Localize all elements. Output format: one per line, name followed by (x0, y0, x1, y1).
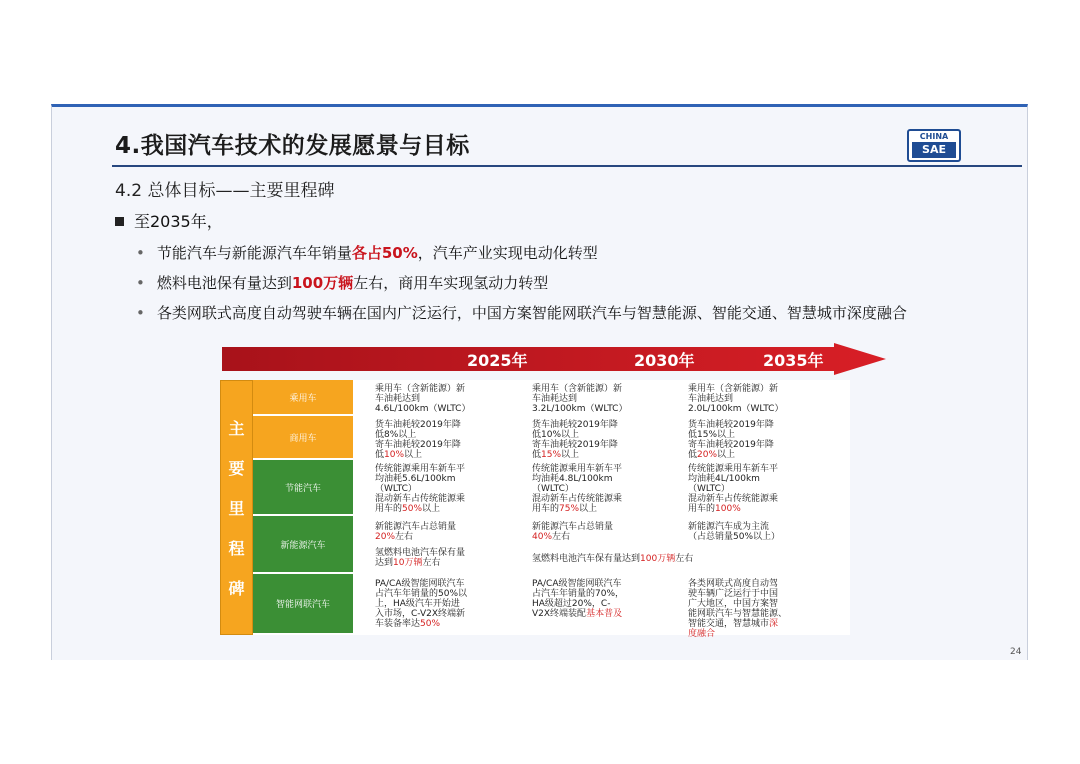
bullet-dot-icon: • (136, 244, 145, 262)
cell-icv-2035: 各类网联式高度自动驾 驶车辆广泛运行于中国 广大地区，中国方案智 能网联汽车与智慧能源、 智能交通，智慧城市深 度融合 (688, 579, 788, 639)
bullet-text: 左右，商用车实现氢动力转型 (353, 274, 549, 292)
category-commercial-vehicle: 商用车 (253, 416, 353, 460)
year-label-2035: 2035年 (763, 351, 824, 370)
slide (51, 104, 1028, 660)
category-new-energy: 新能源汽车 (253, 516, 353, 574)
year-label-2025: 2025年 (467, 351, 528, 370)
category-energy-saving: 节能汽车 (253, 460, 353, 516)
cell-passenger-2030: 乘用车（含新能源）新 车油耗达到 3.2L/100km（WLTC） (532, 384, 628, 414)
side-label-milestones (220, 380, 253, 635)
cell-icv-2030: PA/CA级智能网联汽车 占汽车年销量的70%， HA级超过20%，C- V2X终端装配基本普及 (532, 579, 625, 619)
bullet-highlight: 100万辆 (291, 274, 354, 292)
bullet-text: ，汽车产业实现电动化转型 (417, 244, 598, 262)
side-char: 要 (228, 459, 245, 478)
cell-energy-saving-2025: 传统能源乘用车新车平 均油耗5.6L/100km （WLTC） 混动新车占传统能源乘 用车的50%以上 (375, 464, 466, 514)
cell-commercial-2035: 货车油耗较2019年降 低15%以上 寄车油耗较2019年降 低20%以上 (688, 420, 774, 460)
logo-top-text: CHINA (919, 132, 949, 141)
bullet-item (136, 272, 548, 293)
bullet-item (136, 302, 907, 323)
cell-hydrogen-2025: 氢燃料电池汽车保有量 达到10万辆左右 (375, 548, 466, 568)
cell-icv-2025: PA/CA级智能网联汽车 占汽车年销量的50%以 上，HA级汽车开始进 入市场，C-V2X终端新 车装备率达50% (375, 579, 468, 629)
cell-energy-saving-2035: 传统能源乘用车新车平 均油耗4L/100km （WLTC） 混动新车占传统能源乘 用车的100% (688, 464, 779, 514)
section-subtitle: 4.2 总体目标——主要里程碑 (115, 181, 335, 201)
level1-text: 至2035年， (134, 212, 223, 231)
bullet-highlight: 各占50% (351, 244, 418, 262)
slide-title: 4.我国汽车技术的发展愿景与目标 (115, 133, 470, 159)
square-bullet-icon (115, 217, 124, 226)
side-char: 程 (228, 539, 245, 558)
bullet-dot-icon: • (136, 304, 145, 322)
china-sae-logo (907, 129, 961, 162)
cell-new-energy-2030: 新能源汽车占总销量 40%左右 (532, 522, 614, 542)
cell-commercial-2025: 货车油耗较2019年降 低8%以上 寄车油耗较2019年降 低10%以上 (375, 420, 461, 460)
logo-bottom-text: SAE (912, 142, 956, 158)
title-divider (112, 165, 1022, 167)
bullet-text: 各类网联式高度自动驾驶车辆在国内广泛运行，中国方案智能网联汽车与智慧能源、智能交通、智慧城市深度融合 (156, 304, 907, 322)
milestone-table (220, 380, 850, 639)
year-label-2030: 2030年 (634, 351, 695, 370)
category-passenger-car: 乘用车 (253, 380, 353, 416)
side-char: 碑 (228, 579, 245, 598)
bullet-text: 燃料电池保有量达到 (156, 274, 292, 292)
cell-passenger-2035: 乘用车（含新能源）新 车油耗达到 2.0L/100km（WLTC） (688, 384, 784, 414)
side-char: 里 (228, 499, 245, 518)
cell-energy-saving-2030: 传统能源乘用车新车平 均油耗4.8L/100km （WLTC） 混动新车占传统能源乘 用车的75%以上 (532, 464, 623, 514)
side-char: 主 (228, 419, 245, 438)
category-intelligent-connected: 智能网联汽车 (253, 574, 353, 635)
level1-bullet (115, 209, 223, 232)
cell-commercial-2030: 货车油耗较2019年降 低10%以上 寄车油耗较2019年降 低15%以上 (532, 420, 618, 460)
bullet-text: 节能汽车与新能源汽车年销量 (156, 244, 352, 262)
page-number: 24 (1010, 647, 1022, 657)
cell-hydrogen-2030-2035: 氢燃料电池汽车保有量达到100万辆左右 (532, 554, 694, 564)
bullet-item (136, 242, 598, 263)
bullet-dot-icon: • (136, 274, 145, 292)
cell-passenger-2025: 乘用车（含新能源）新 车油耗达到 4.6L/100km（WLTC） (375, 384, 471, 414)
cell-new-energy-2025: 新能源汽车占总销量 20%左右 (375, 522, 457, 542)
cell-new-energy-2035: 新能源汽车成为主流 （占总销量50%以上） (688, 522, 781, 542)
